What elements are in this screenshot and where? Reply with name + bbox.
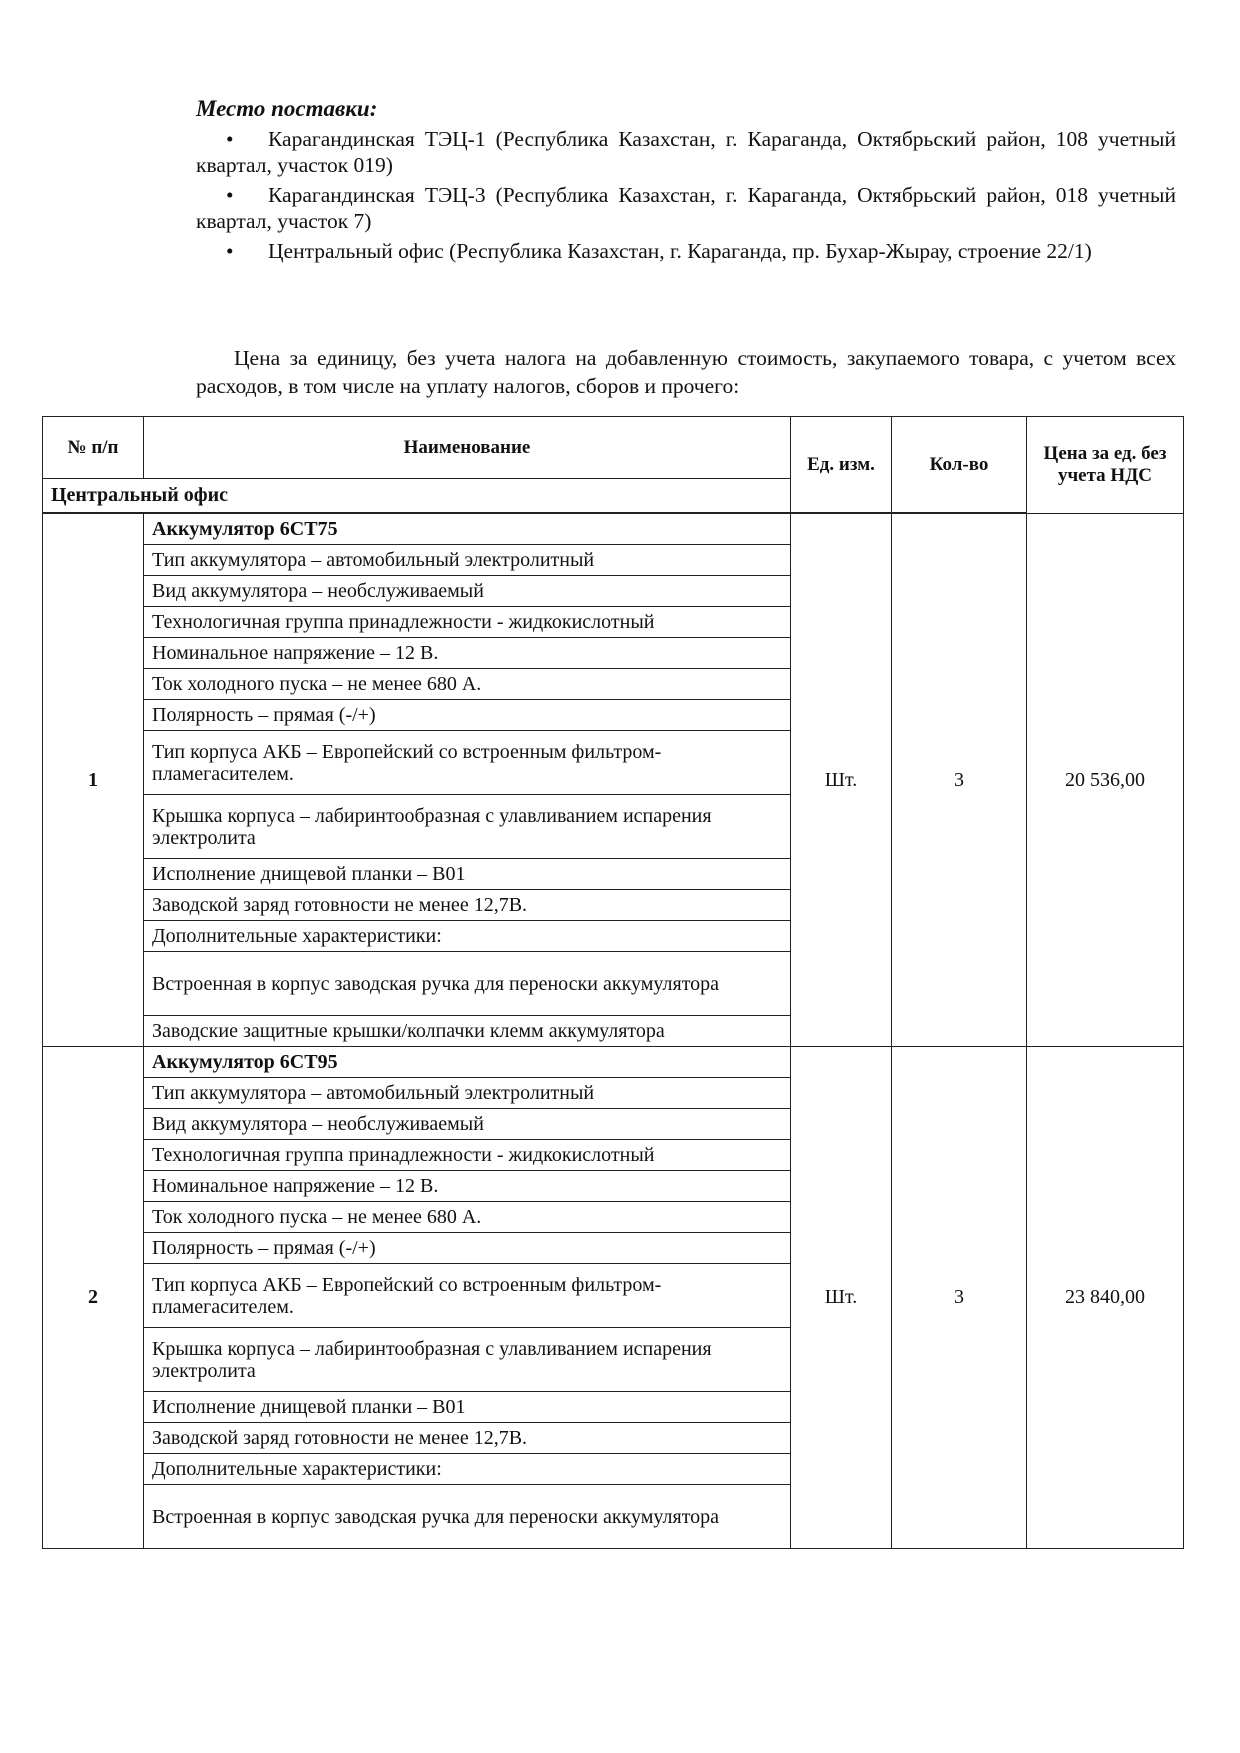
price-intro-paragraph: Цена за единицу, без учета налога на добавленную стоимость, закупаемого товара, с учетом всех расходов, в том числе на уплату налогов, сборов и прочего: — [196, 346, 1176, 398]
delivery-place-text: Центральный офис (Республика Казахстан, г. Караганда, пр. Бухар-Жырау, строение 22/1) — [268, 239, 1092, 263]
item-title-row — [43, 514, 1184, 545]
item-price: 23 840,00 — [1027, 1047, 1184, 1549]
table-header-row — [43, 417, 1184, 479]
spec-text: Полярность – прямая (-/+) — [144, 700, 791, 731]
spec-text: Дополнительные характеристики: — [144, 921, 791, 952]
item-title: Аккумулятор 6СТ95 — [144, 1047, 791, 1078]
item-number: 1 — [43, 514, 144, 1047]
spec-text: Технологичная группа принадлежности - жидкокислотный — [144, 607, 791, 638]
spec-text: Тип корпуса АКБ – Европейский со встроенным фильтром-пламегасителем. — [144, 731, 791, 795]
item-unit: Шт. — [791, 1047, 892, 1549]
spec-text: Крышка корпуса – лабиринтообразная с улавливанием испарения электролита — [144, 795, 791, 859]
spec-text: Номинальное напряжение – 12 В. — [144, 1171, 791, 1202]
spec-text: Дополнительные характеристики: — [144, 1454, 791, 1485]
spec-text: Тип аккумулятора – автомобильный электролитный — [144, 545, 791, 576]
item-number: 2 — [43, 1047, 144, 1549]
delivery-heading: Место поставки: — [196, 96, 378, 121]
spec-text: Встроенная в корпус заводская ручка для переноски аккумулятора — [144, 1485, 791, 1549]
delivery-place-item — [196, 126, 1176, 178]
spec-text: Ток холодного пуска – не менее 680 А. — [144, 669, 791, 700]
header-name: Наименование — [144, 417, 791, 479]
spec-text: Вид аккумулятора – необслуживаемый — [144, 576, 791, 607]
spec-text: Исполнение днищевой планки – B01 — [144, 859, 791, 890]
item-price: 20 536,00 — [1027, 514, 1184, 1047]
item-quantity: 3 — [892, 1047, 1027, 1549]
delivery-place-item — [196, 182, 1176, 234]
section-title: Центральный офис — [43, 479, 791, 513]
delivery-place-text: Карагандинская ТЭЦ-1 (Республика Казахстан, г. Караганда, Октябрьский район, 108 учетный квартал, участок 019) — [196, 127, 1176, 177]
item-unit: Шт. — [791, 514, 892, 1047]
spec-text: Технологичная группа принадлежности - жидкокислотный — [144, 1140, 791, 1171]
delivery-places-list — [196, 126, 1176, 268]
spec-text: Исполнение днищевой планки – B01 — [144, 1392, 791, 1423]
spec-text: Заводской заряд готовности не менее 12,7В. — [144, 890, 791, 921]
header-num: № п/п — [43, 417, 144, 479]
spec-text: Тип корпуса АКБ – Европейский со встроенным фильтром-пламегасителем. — [144, 1264, 791, 1328]
spec-text: Вид аккумулятора – необслуживаемый — [144, 1109, 791, 1140]
bullet-icon: • — [226, 183, 234, 207]
item-title: Аккумулятор 6СТ75 — [144, 514, 791, 545]
bullet-icon: • — [226, 127, 234, 151]
header-price: Цена за ед. без учета НДС — [1027, 417, 1184, 514]
header-qty: Кол-во — [892, 417, 1027, 513]
spec-text: Крышка корпуса – лабиринтообразная с улавливанием испарения электролита — [144, 1328, 791, 1392]
spec-text: Номинальное напряжение – 12 В. — [144, 638, 791, 669]
spec-text: Ток холодного пуска – не менее 680 А. — [144, 1202, 791, 1233]
spec-text: Встроенная в корпус заводская ручка для переноски аккумулятора — [144, 952, 791, 1016]
price-table — [42, 416, 1184, 1549]
spec-text: Заводской заряд готовности не менее 12,7В. — [144, 1423, 791, 1454]
item-quantity: 3 — [892, 514, 1027, 1047]
header-unit: Ед. изм. — [791, 417, 892, 513]
spec-text: Тип аккумулятора – автомобильный электролитный — [144, 1078, 791, 1109]
spec-text: Заводские защитные крышки/колпачки клемм аккумулятора — [144, 1016, 791, 1047]
delivery-place-item — [196, 238, 1176, 264]
spec-text: Полярность – прямая (-/+) — [144, 1233, 791, 1264]
delivery-place-text: Карагандинская ТЭЦ-3 (Республика Казахстан, г. Караганда, Октябрьский район, 018 учетный квартал, участок 7) — [196, 183, 1176, 233]
bullet-icon: • — [226, 239, 234, 263]
item-title-row — [43, 1047, 1184, 1078]
